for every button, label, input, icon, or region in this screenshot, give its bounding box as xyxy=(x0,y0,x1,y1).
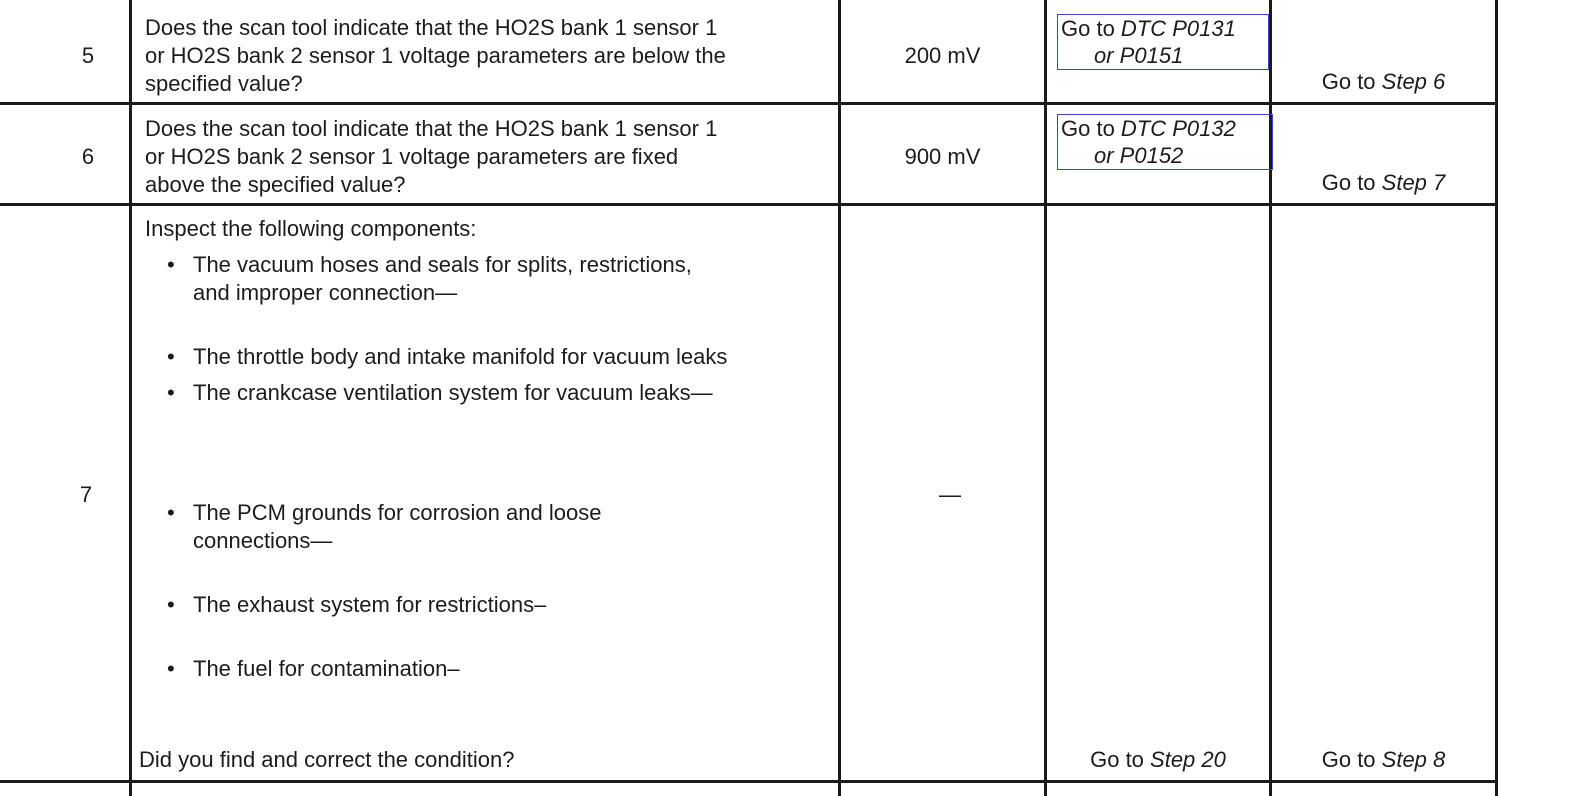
yes-action-link[interactable] xyxy=(1057,14,1269,70)
dtc-target-alt: or P0152 xyxy=(1094,143,1184,168)
no-action[interactable] xyxy=(1272,746,1495,774)
component-bullet: • The PCM grounds for corrosion and loose xyxy=(193,499,601,527)
go-to-label: Go to xyxy=(1321,170,1382,195)
yes-action-link[interactable] xyxy=(1057,114,1273,170)
dtc-target: DTC P0132 xyxy=(1120,116,1236,141)
go-to-label: Go to xyxy=(1090,747,1151,772)
no-action[interactable] xyxy=(1272,169,1495,197)
dtc-target: DTC P0131 xyxy=(1120,16,1236,41)
step-number: 7 xyxy=(79,482,93,507)
question-line: or HO2S bank 2 sensor 1 voltage parameters are below the xyxy=(145,43,726,68)
spec-value: — xyxy=(939,482,961,507)
yes-action[interactable] xyxy=(1047,746,1269,774)
component-bullet: • The throttle body and intake manifold for vacuum leaks xyxy=(193,343,727,371)
table-border-right xyxy=(1495,0,1498,796)
no-action[interactable] xyxy=(1272,68,1495,96)
component-bullet-continued: and improper connection— xyxy=(193,280,458,305)
row-divider-bottom xyxy=(0,780,1498,783)
component-bullet: • The exhaust system for restrictions– xyxy=(193,591,546,619)
question-line: Does the scan tool indicate that the HO2S bank 1 sensor 1 xyxy=(145,116,718,141)
column-divider-value xyxy=(1044,0,1047,796)
inspect-intro: Inspect the following components: xyxy=(145,216,477,241)
component-bullet: • The crankcase ventilation system for vacuum leaks— xyxy=(193,379,713,407)
component-bullet-continued: connections— xyxy=(193,528,333,553)
final-question: Did you find and correct the condition? xyxy=(139,747,515,772)
column-divider-question xyxy=(838,0,841,796)
component-bullet: • The vacuum hoses and seals for splits, restrictions, xyxy=(193,251,692,279)
go-to-label: Go to xyxy=(1321,69,1382,94)
question-line: specified value? xyxy=(145,71,303,96)
spec-value: 900 mV xyxy=(904,144,981,169)
step-target: Step 7 xyxy=(1381,170,1446,195)
table-border-left xyxy=(129,0,132,796)
step-target: Step 6 xyxy=(1381,69,1446,94)
question-line: Does the scan tool indicate that the HO2S bank 1 sensor 1 xyxy=(145,15,718,40)
step-target: Step 8 xyxy=(1381,747,1446,772)
dtc-target-alt: or P0151 xyxy=(1094,43,1184,68)
component-bullet: • The fuel for contamination– xyxy=(193,655,460,683)
go-to-label: Go to xyxy=(1321,747,1382,772)
question-line: or HO2S bank 2 sensor 1 voltage parameters are fixed xyxy=(145,144,679,169)
go-to-label: Go to xyxy=(1061,16,1121,41)
step-target: Step 20 xyxy=(1150,747,1226,772)
spec-value: 200 mV xyxy=(904,43,981,68)
step-number: 6 xyxy=(81,144,95,169)
step-number: 5 xyxy=(81,43,95,68)
row-divider-5-6 xyxy=(0,102,1498,105)
question-line: above the specified value? xyxy=(145,172,406,197)
row-divider-6-7 xyxy=(0,203,1498,206)
go-to-label: Go to xyxy=(1061,116,1121,141)
